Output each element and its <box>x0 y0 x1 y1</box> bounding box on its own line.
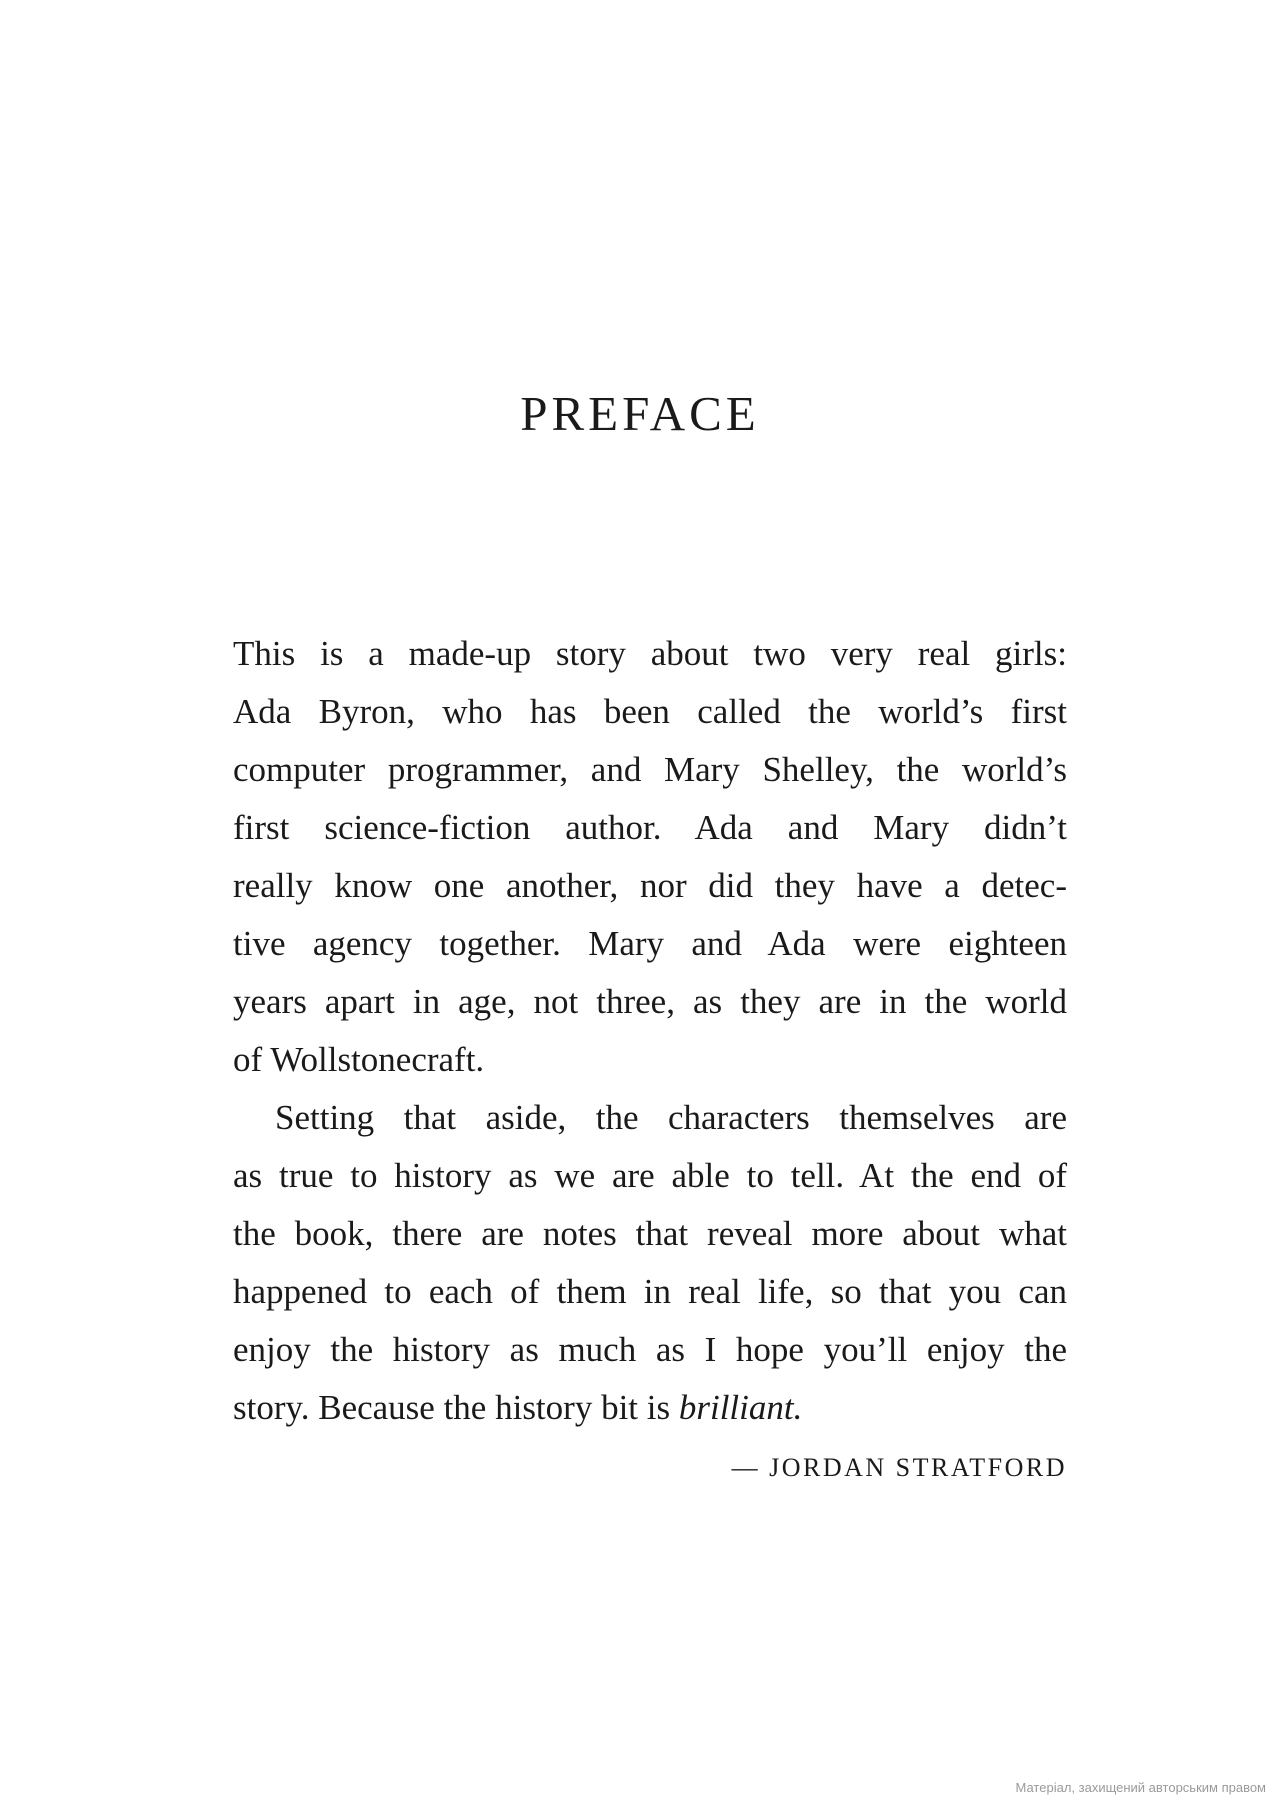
text-line: enjoy the history as much as I hope you’ll enjoy the <box>233 1330 1067 1369</box>
text-line: first science-fiction author. Ada and Mary didn’t <box>233 808 1067 847</box>
page-title: PREFACE <box>520 386 760 441</box>
text-line: Ada Byron, who has been called the world’s first <box>233 692 1067 731</box>
preface-body <box>233 625 1067 1437</box>
author-signature: — JORDAN STRATFORD <box>731 1453 1067 1482</box>
emphasis-text: brilliant. <box>678 1388 803 1427</box>
text-line: happened to each of them in real life, so that you can <box>233 1272 1067 1311</box>
text-line: really know one another, nor did they have a detec- <box>233 866 1067 905</box>
text-line: This is a made-up story about two very real girls: <box>233 634 1067 673</box>
text-line: Setting that aside, the characters themselves are <box>275 1098 1067 1137</box>
paragraph-1 <box>233 625 1067 1089</box>
text-line-final <box>233 1379 1067 1437</box>
text-line: as true to history as we are able to tell. At the end of <box>233 1156 1067 1195</box>
paragraph-2 <box>233 1089 1067 1437</box>
text-line: tive agency together. Mary and Ada were eighteen <box>233 924 1067 963</box>
copyright-watermark: Матеріал, захищений авторським правом <box>1015 1780 1266 1795</box>
text-line: years apart in age, not three, as they are in the world <box>233 982 1067 1021</box>
text-line: of Wollstonecraft. <box>233 1040 485 1079</box>
text-fragment: story. Because the history bit is <box>233 1388 679 1427</box>
text-line: computer programmer, and Mary Shelley, the world’s <box>233 750 1067 789</box>
text-line: the book, there are notes that reveal more about what <box>233 1214 1067 1253</box>
